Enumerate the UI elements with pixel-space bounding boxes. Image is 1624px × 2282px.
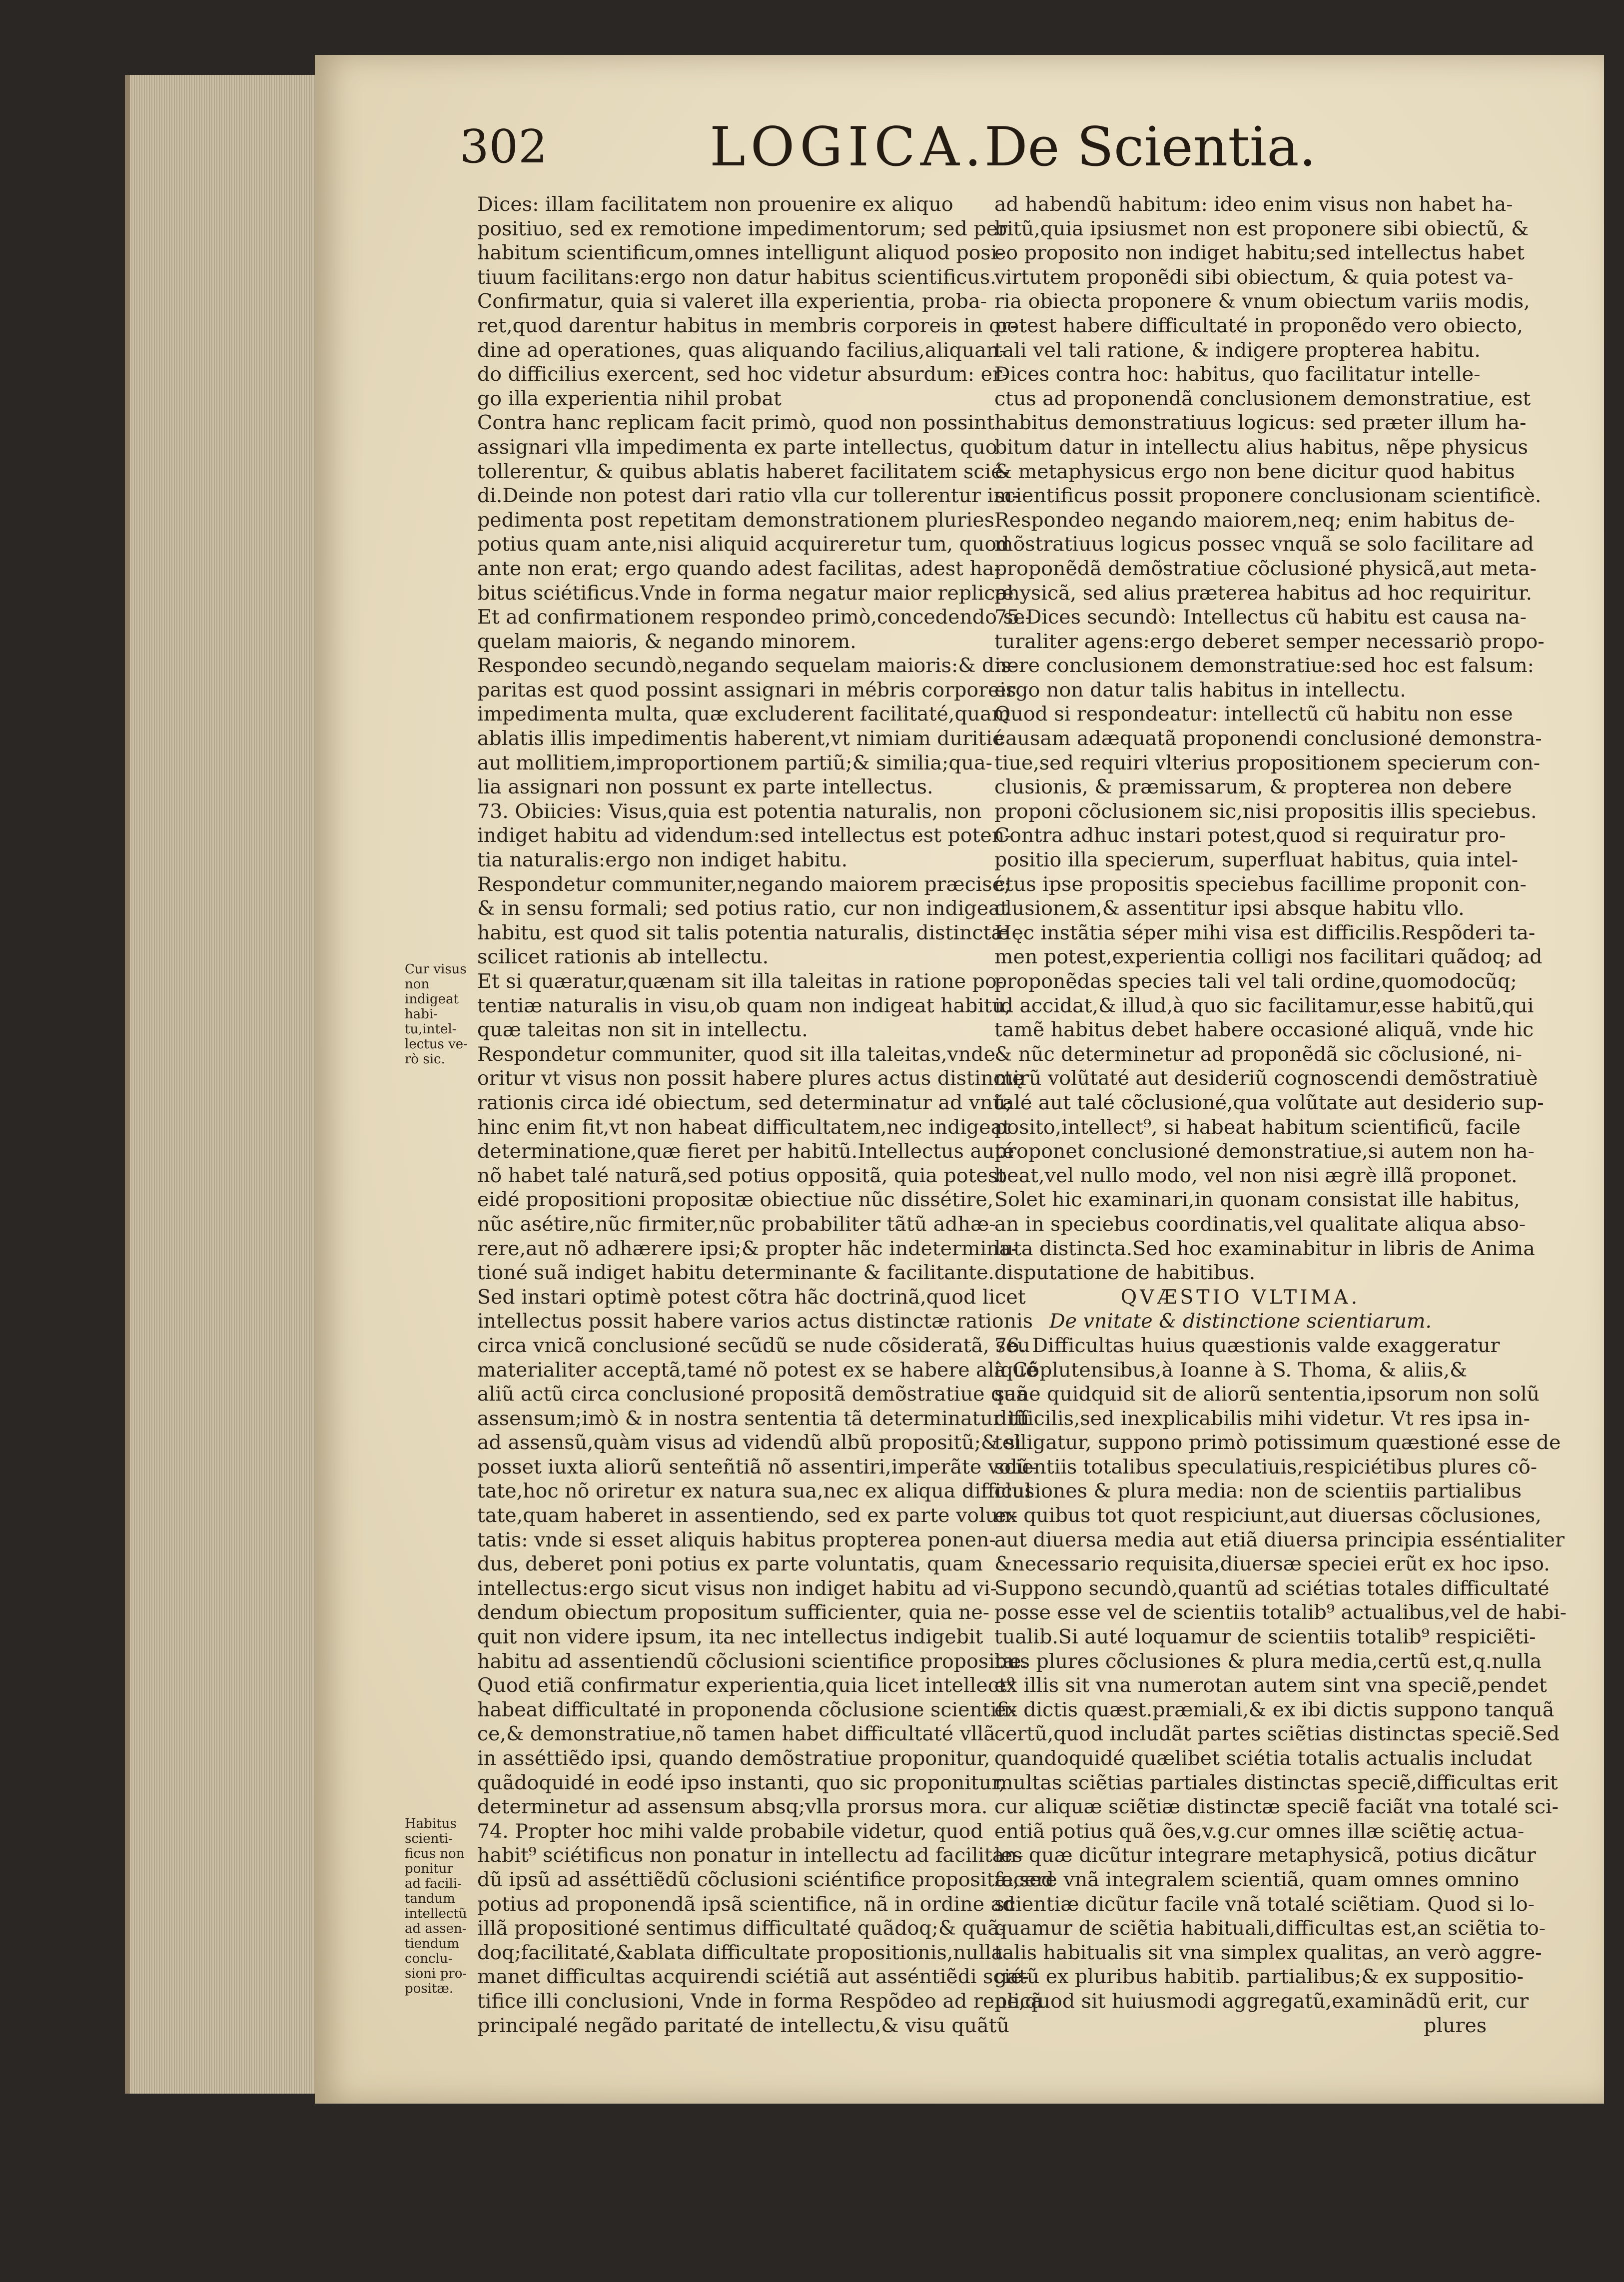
text-line: entiã potius quã ões,v.g.cur omnes illæ sciẽtię actua-: [994, 1819, 1525, 1843]
text-line: potius quam ante,nisi aliquid acquireretur tum, quod: [477, 533, 1009, 556]
text-line: luta distincta.Sed hoc examinabitur in libris de Anima: [994, 1237, 1535, 1260]
text-line: assignari vlla impedimenta ex parte intellectus, quo: [477, 435, 997, 459]
text-line: ctus ipse propositis speciebus facillime proponit con-: [994, 872, 1527, 896]
running-subject: De Scientia.: [984, 116, 1316, 178]
text-line: multas sciẽtias partiales distinctas speciẽ,difficultas erit: [994, 1771, 1558, 1794]
text-line: difficilis,sed inexplicabilis mihi videtur. Vt res ipsa in-: [994, 1407, 1530, 1430]
text-line: Respondetur communiter, quod sit illa taleitas,vnde: [477, 1042, 995, 1066]
text-line: scilicet rationis ab intellectu.: [477, 945, 769, 969]
text-line: quæ taleitas non sit in intellectu.: [477, 1018, 808, 1042]
text-line: indiget habitu ad videndum:sed intellectus est poten-: [477, 824, 1011, 847]
text-line: virtutem proponẽdi sibi obiectum, & quia potest va-: [994, 265, 1514, 289]
text-line: Quod si respondeatur: intellectũ cũ habitu non esse: [994, 703, 1513, 726]
text-line: proponẽdas species tali vel tali ordine,quomodocũq;: [994, 970, 1517, 993]
text-line: bitum datur in intellectu alius habitus, nẽpe physicus: [994, 435, 1528, 459]
text-line: scientiis totalibus speculatiuis,respiciétibus plures cõ-: [994, 1455, 1538, 1479]
text-line: talis habitualis sit vna simplex qualitas, an verò aggre-: [994, 1941, 1542, 1964]
text-line: Respondeo secundò,negando sequelam maioris:& dis-: [477, 654, 1018, 678]
text-line: hinc enim fit,vt non habeat difficultatem,nec indigeat: [477, 1115, 1011, 1139]
text-line: in asséttiẽdo ipsi, quando demõstratiue proponitur,: [477, 1747, 990, 1770]
page-edges: [125, 75, 330, 2094]
text-line: ex quibus tot quot respiciunt,aut diuersas cõclusiones,: [994, 1504, 1542, 1527]
text-line: clusionis, & præmissarum, & propterea non debere: [994, 775, 1512, 799]
text-line: causam adæquatã proponendi conclusioné demonstra-: [994, 727, 1542, 751]
text-line: positiuo, sed ex remotione impedimentorum; sed per: [477, 217, 1007, 240]
text-line: intellectus:ergo sicut visus non indiget habitu ad vi-: [477, 1576, 997, 1600]
text-line: scientificus possit proponere conclusionam scientificè.: [994, 484, 1542, 508]
text-line: Hęc instãtia séper mihi visa est difficilis.Respõderi ta-: [994, 921, 1536, 944]
text-line: Contra adhuc instari potest,quod si requiratur pro-: [994, 824, 1506, 847]
text-line: principalé negãdo paritaté de intellectu,& visu quãtũ: [477, 2014, 1009, 2037]
text-line: nere conclusionem demonstratiue:sed hoc est falsum:: [994, 654, 1534, 678]
text-line: Quod etiã confirmatur experientia,quia licet intellect⁹: [477, 1674, 1015, 1697]
text-line: nõ habet talé naturã,sed potius oppositã, quia potest: [477, 1164, 1006, 1187]
text-line: Respondetur communiter,negando maiorem præcisé;: [477, 872, 1011, 896]
text-line: dũ ipsũ ad asséttiẽdũ cõclusioni sciéntifice propositæ,sed: [477, 1868, 1054, 1891]
text-line: Sed instari optimè potest cõtra hãc doctrinã,quod licet: [477, 1285, 1026, 1309]
text-line: tatis: vnde si esset aliquis habitus propterea ponen-: [477, 1528, 996, 1551]
text-line: tollerentur, & quibus ablatis haberet facilitatem scié-: [477, 460, 1009, 483]
text-line: rere,aut nõ adhærere ipsi;& propter hãc indetermina-: [477, 1237, 1018, 1260]
text-line: physicã, sed alius præterea habitus ad hoc requiritur.: [994, 581, 1533, 605]
text-line: ne,quod sit huiusmodi aggregatũ,examinãdũ erit, cur: [994, 1989, 1529, 2013]
text-line: ablatis illis impedimentis haberent,vt nimiam duritié: [477, 727, 1004, 751]
text-line: materialiter acceptã,tamé nõ potest ex se habere aliqué: [477, 1358, 1038, 1382]
text-line: illã propositioné sentimus difficultaté quãdoq;& quã-: [477, 1917, 1006, 1940]
text-line: 75.Dices secundò: Intellectus cũ habitu est causa na-: [994, 606, 1527, 629]
text-line: do difficilius exercent, sed hoc videtur absurdum: er-: [477, 363, 1009, 386]
text-line: talé aut talé cõclusioné,qua volũtate aut desiderio sup-: [994, 1091, 1544, 1114]
text-line: quãdoquidé in eodé ipso instanti, quo sic proponitur,: [477, 1771, 1005, 1794]
text-line: tate,hoc nõ oriretur ex natura sua,nec ex aliqua difficul: [477, 1480, 1031, 1503]
text-line: posito,intellect⁹, si habeat habitum scientificũ, facile: [994, 1115, 1521, 1139]
text-line: habitus demonstratiuus logicus: sed præter illum ha-: [994, 411, 1527, 435]
text-line: Suppono secundò,quantũ ad sciétias totales difficultaté: [994, 1576, 1550, 1600]
text-line: doq;facilitaté,&ablata difficultate propositionis,nulla: [477, 1941, 1003, 1964]
text-line: turaliter agens:ergo deberet semper necessariò propo-: [994, 630, 1545, 653]
text-line: mirũ volũtaté aut desideriũ cognoscendi demõstratiuè: [994, 1067, 1538, 1090]
text-line: 74. Propter hoc mihi valde probabile videtur, quod: [477, 1819, 983, 1843]
text-line: ret,quod darentur habitus in membris corporeis in or-: [477, 314, 1017, 337]
text-line: ante non erat; ergo quando adest facilitas, adest ha-: [477, 557, 1001, 580]
text-line: eo proposito non indiget habitu;sed intellectus habet: [994, 241, 1525, 265]
text-line: posse esse vel de scientiis totalib⁹ actualibus,vel de habi-: [994, 1601, 1567, 1624]
margin-note: Habitus scienti-ficus non ponitur ad facili-tandum intellectũ ad assen-tiendum conclu-sioni pro-positæ.: [405, 1816, 467, 1996]
text-line: dendum obiectum propositum sufficienter, quia ne-: [477, 1601, 990, 1624]
text-line: bitus sciétificus.Vnde in forma negatur maior replicæ.: [477, 581, 1020, 605]
text-line: tate,quam haberet in assentiendo, sed ex parte volun-: [477, 1504, 1018, 1527]
text-line: les quæ dicũtur integrare metaphysicã, potius dicãtur: [994, 1844, 1536, 1867]
text-line: habitum scientificum,omnes intelligunt aliquod posi-: [477, 241, 1004, 265]
text-line: sane quidquid sit de aliorũ sententia,ipsorum non solũ: [994, 1383, 1540, 1406]
text-line: potius ad proponendã ipsã scientifice, nã in ordine ad: [477, 1892, 1015, 1916]
text-line: cur aliquæ sciẽtiæ distinctæ speciẽ faciãt vna totalé sci-: [994, 1795, 1559, 1819]
text-line: ex dictis quæst.præmiali,& ex ibi dictis suppono tanquã: [994, 1698, 1555, 1721]
text-line: tioné suã indiget habitu determinante & facilitante.: [477, 1261, 995, 1285]
text-line: tifice illi conclusioni, Vnde in forma Respõdeo ad replicã: [477, 1989, 1043, 2013]
text-line: Et si quæratur,quænam sit illa taleitas in ratione po-: [477, 970, 1004, 993]
text-line: potest habere difficultaté in proponẽdo vero obiecto,: [994, 314, 1523, 337]
text-line: eidé propositioni propositæ obiectiue nũc dissétire,: [477, 1188, 994, 1212]
text-line: & metaphysicus ergo non bene dicitur quod habitus: [994, 460, 1515, 483]
text-line: habitu, est quod sit talis potentia naturalis, distinctæ: [477, 921, 1010, 944]
text-line: gatũ ex pluribus habitib. partialibus;& ex suppositio-: [994, 1965, 1524, 1989]
text-line: ad habendũ habitum: ideo enim visus non habet ha-: [994, 193, 1513, 216]
text-line: Respondeo negando maiorem,neq; enim habitus de-: [994, 508, 1515, 532]
text-line: pedimenta post repetitam demonstrationem pluries: [477, 508, 995, 532]
text-line: clusiones & plura media: non de scientiis partialibus: [994, 1480, 1522, 1503]
text-line: di.Deinde non potest dari ratio vlla cur tollerentur im-: [477, 484, 1019, 508]
text-line: ex illis sit vna numerotan autem sint vna speciẽ,pendet: [994, 1674, 1547, 1697]
text-line: habeat difficultaté in proponenda cõclusione scientifi-: [477, 1698, 1017, 1721]
text-line: go illa experientia nihil probat: [477, 387, 782, 410]
catchword: plures: [1424, 2014, 1487, 2037]
text-line: 73. Obiicies: Visus,quia est potentia naturalis, non: [477, 799, 982, 823]
text-line: Et ad confirmationem respondeo primò,concedendo se-: [477, 606, 1032, 629]
text-line: men potest,experientia colligi nos facilitari quãdoq; ad: [994, 945, 1543, 969]
text-line: manet difficultas acquirendi sciétiã aut asséntiẽdi scié-: [477, 1965, 1029, 1989]
text-line: Confirmatur, quia si valeret illa experientia, proba-: [477, 290, 987, 313]
text-line: impedimenta multa, quæ excluderent facilitaté,quam: [477, 703, 1011, 726]
text-line: intellectus possit habere varios actus distinctæ rationis: [477, 1310, 1033, 1333]
text-line: & in sensu formali; sed potius ratio, cur non indigeat: [477, 897, 1008, 920]
text-line: posset iuxta aliorũ senteñtiã nõ assentiri,imperãte volũ-: [477, 1455, 1037, 1479]
text-line: certũ,quod includãt partes sciẽtias distinctas speciẽ.Sed: [994, 1722, 1560, 1746]
text-line: & nũc determinetur ad proponẽdã sic cõclusioné, ni-: [994, 1042, 1523, 1066]
text-line: bitũ,quia ipsiusmet non est proponere sibi obiectũ, &: [994, 217, 1529, 240]
text-line: habitu ad assentiendũ cõclusioni scientifice propositæ.: [477, 1649, 1028, 1673]
text-line: disputatione de habitibus.: [994, 1261, 1256, 1285]
text-line: ctus ad proponendã conclusionem demonstratiue, est: [994, 387, 1531, 410]
text-line: quit non videre ipsum, ita nec intellectus indigebit: [477, 1625, 983, 1649]
text-line: aut mollitiem,improportionem partiũ;& similia;qua-: [477, 751, 992, 774]
text-line: proponi cõclusionem sic,nisi propositis illis speciebus.: [994, 799, 1537, 823]
text-column-right: [994, 192, 1567, 2038]
text-line: quelam maioris, & negando minorem.: [477, 630, 856, 653]
text-line: tali vel tali ratione, & indigere propterea habitu.: [994, 338, 1481, 362]
text-line: determinatione,quæ fieret per habitũ.Intellectus auté: [477, 1140, 1014, 1163]
page-number: 302: [460, 120, 548, 173]
text-line: circa vnicã conclusioné secũdũ se nude cõsideratã, seu: [477, 1334, 1030, 1357]
text-line: facere vnã integralem scientiã, quam omnes omnino: [994, 1868, 1520, 1891]
text-line: id accidat,& illud,à quo sic facilitamur,esse habitũ,qui: [994, 994, 1534, 1017]
text-line: beat,vel nullo modo, vel non nisi ægrè illã proponet.: [994, 1164, 1518, 1187]
text-line: bus plures cõclusiones & plura media,certũ est,q.nulla: [994, 1649, 1542, 1673]
text-column-left: [477, 192, 1054, 2038]
text-line: Dices: illam facilitatem non prouenire ex aliquo: [477, 193, 953, 216]
text-line: habit⁹ sciétificus non ponatur in intellectu ad facilitan-: [477, 1844, 1024, 1867]
running-head: [460, 110, 1409, 190]
section-heading: QVÆSTIO VLTIMA.: [1120, 1285, 1361, 1309]
text-line: ria obiecta proponere & vnum obiectum variis modis,: [994, 290, 1530, 313]
running-title: LOGICA.: [710, 116, 987, 178]
text-line: Dices contra hoc: habitus, quo facilitatur intelle-: [994, 363, 1481, 386]
text-line: à Cõplutensibus,à Ioanne à S. Thoma, & aliis,&: [994, 1358, 1468, 1382]
text-line: mõstratiuus logicus possec vnquã se solo facilitare ad: [994, 533, 1534, 556]
text-line: rationis circa idé obiectum, sed determinatur ad vnũ;: [477, 1091, 1012, 1114]
text-line: tamẽ habitus debet habere occasioné aliquã, vnde hic: [994, 1018, 1534, 1042]
text-line: Solet hic examinari,in quonam consistat ille habitus,: [994, 1188, 1520, 1212]
text-line: clusionem,& assentitur ipsi absque habitu vllo.: [994, 897, 1465, 920]
text-line: tia naturalis:ergo non indiget habitu.: [477, 848, 848, 872]
text-line: quandoquidé quælibet sciétia totalis actualis includat: [994, 1747, 1532, 1770]
text-line: ce,& demonstratiue,nõ tamen habet difficultaté vllã: [477, 1722, 995, 1746]
text-line: positio illa specierum, superfluat habitus, quia intel-: [994, 848, 1519, 872]
text-line: ad assensũ,quàm visus ad videndũ albũ propositũ;& si: [477, 1431, 1021, 1455]
text-line: dine ad operationes, quas aliquando facilius,aliquan-: [477, 338, 1006, 362]
text-line: paritas est quod possint assignari in mébris corporeis: [477, 678, 1016, 702]
text-line: determinetur ad assensum absq;vlla prorsus mora.: [477, 1795, 988, 1819]
text-line: ergo non datur talis habitus in intellectu.: [994, 678, 1406, 702]
text-line: 76. Difficultas huius quæstionis valde exaggeratur: [994, 1334, 1500, 1357]
text-line: an in speciebus coordinatis,vel qualitate aliqua abso-: [994, 1212, 1526, 1236]
text-line: aliũ actũ circa conclusioné propositã demõstratiue quã: [477, 1383, 1028, 1406]
text-line: tualib.Si auté loquamur de scientiis totalib⁹ respiciẽti-: [994, 1625, 1536, 1649]
margin-note: Cur visus non indigeat habi-tu,intel-lectus ve-rò sic.: [405, 962, 468, 1067]
text-line: &necessario requisita,diuersæ speciei erũt ex hoc ipso.: [994, 1552, 1550, 1576]
text-line: tiuum facilitans:ergo non datur habitus scientificus.: [477, 265, 996, 289]
text-line: tiue,sed requiri vlterius propositionem specierum con-: [994, 751, 1541, 774]
text-line: dus, deberet poni potius ex parte voluntatis, quam: [477, 1552, 983, 1576]
text-line: scientiæ dicũtur facile vnã totalé sciẽtiam. Quod si lo-: [994, 1892, 1535, 1916]
text-line: telligatur, suppono primò potissimum quæstioné esse de: [994, 1431, 1561, 1455]
text-line: tentiæ naturalis in visu,ob quam non indigeat habitu,: [477, 994, 1011, 1017]
text-line: aut diuersa media aut etiã diuersa principia esséntialiter: [994, 1528, 1565, 1551]
section-subheading: De vnitate & distinctione scientiarum.: [1049, 1310, 1432, 1333]
text-line: proponet conclusioné demonstratiue,si autem non ha-: [994, 1140, 1535, 1163]
text-line: assensum;imò & in nostra sententia tã determinatur tũ: [477, 1407, 1029, 1430]
text-line: quamur de sciẽtia habituali,difficultas est,an sciẽtia to-: [994, 1917, 1546, 1940]
text-line: nũc asétire,nũc firmiter,nũc probabiliter tãtũ adhæ-: [477, 1212, 996, 1236]
text-line: lia assignari non possunt ex parte intellectus.: [477, 775, 933, 799]
text-line: proponẽdã demõstratiue cõclusioné physicã,aut meta-: [994, 557, 1537, 580]
text-line: Contra hanc replicam facit primò, quod non possint: [477, 411, 995, 435]
text-line: oritur vt visus non possit habere plures actus distinctę: [477, 1067, 1024, 1090]
